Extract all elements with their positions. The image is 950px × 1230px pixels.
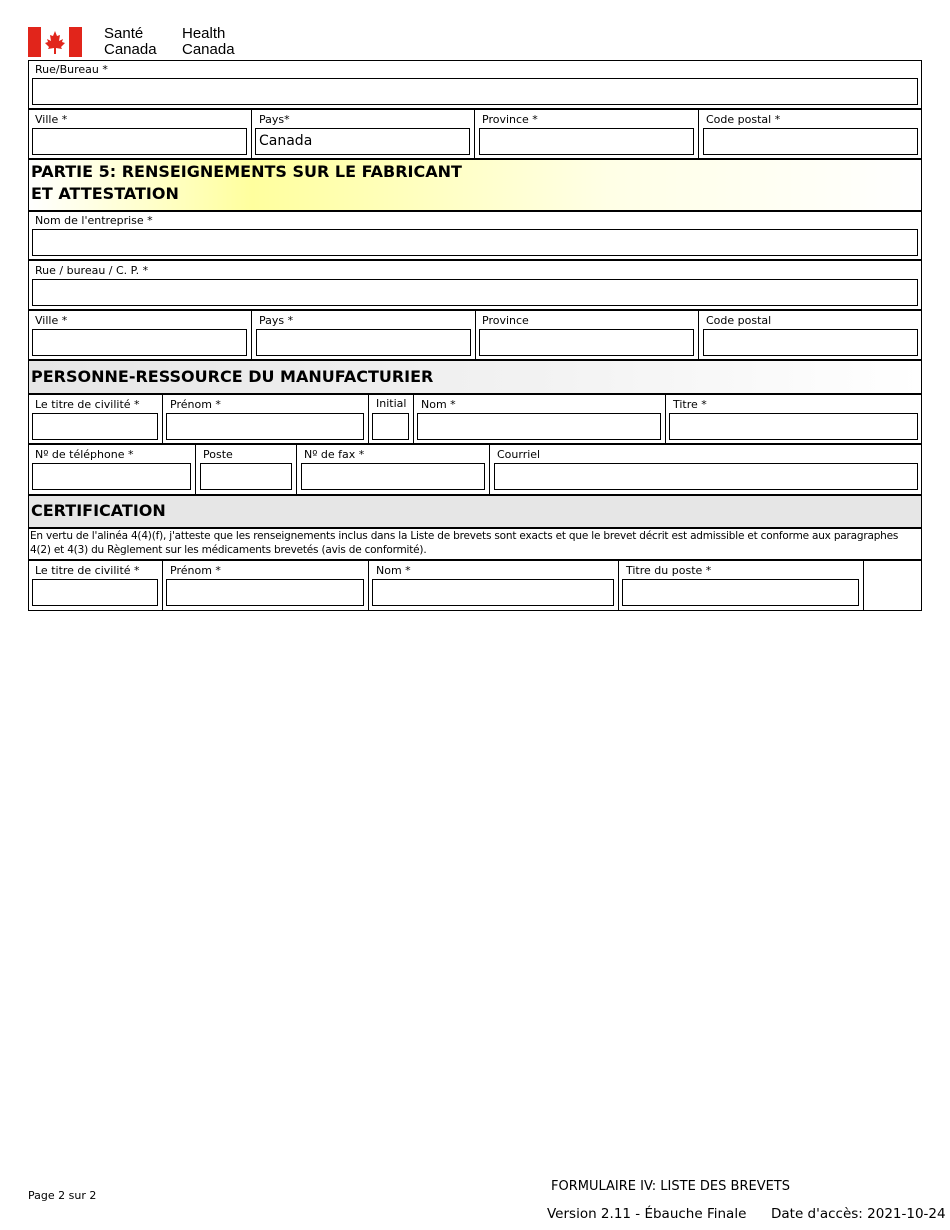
cert-lastname-label: Nom *	[376, 564, 411, 577]
canada-flag-icon	[28, 27, 82, 57]
form-version: Version 2.11 - Ébauche Finale	[547, 1206, 747, 1222]
cert-civility-input[interactable]	[32, 579, 158, 606]
mfr-city-input[interactable]	[32, 329, 247, 356]
mfr-city-label: Ville *	[35, 314, 68, 327]
access-date: Date d'accès: 2021-10-24	[771, 1206, 946, 1222]
certification-text: En vertu de l'alinéa 4(4)(f), j'atteste que les renseignements inclus dans la Liste de brevets sont exacts et que le brevet décrit est admissible et conforme aux paragraphes 4(2) et 4(3) du Règlement sur les médicaments brevetés (avis de conformité).	[30, 530, 899, 556]
contact-firstname-label: Prénom *	[170, 398, 221, 411]
phone-label: Nº de téléphone *	[35, 448, 134, 461]
contact-civility-label: Le titre de civilité *	[35, 398, 140, 411]
logo-en-line2: Canada	[182, 41, 235, 58]
fax-label: Nº de fax *	[304, 448, 365, 461]
company-label: Nom de l'entreprise *	[35, 214, 153, 227]
contact-initial-input[interactable]	[372, 413, 409, 440]
email-label: Courriel	[497, 448, 541, 461]
company-input[interactable]	[32, 229, 918, 256]
country-field[interactable]: Canada	[255, 128, 470, 155]
phone-input[interactable]	[32, 463, 191, 490]
mfr-street-label: Rue / bureau / C. P. *	[35, 264, 149, 277]
page-number: Page 2 sur 2	[28, 1189, 97, 1202]
cert-position-label: Titre du poste *	[626, 564, 712, 577]
country-label: Pays*	[259, 113, 290, 126]
postal-input[interactable]	[703, 128, 918, 155]
mfr-province-input[interactable]	[479, 329, 694, 356]
logo-en-line1: Health	[182, 25, 226, 42]
contact-lastname-input[interactable]	[417, 413, 661, 440]
certification-title: CERTIFICATION	[31, 501, 166, 520]
postal-label: Code postal *	[706, 113, 781, 126]
mfr-street-input[interactable]	[32, 279, 918, 306]
contact-civility-input[interactable]	[32, 413, 158, 440]
cert-civility-label: Le titre de civilité *	[35, 564, 140, 577]
mfr-country-input[interactable]	[256, 329, 471, 356]
logo-fr-line2: Canada	[104, 41, 157, 58]
mfr-province-label: Province	[482, 314, 529, 327]
mfr-country-label: Pays *	[259, 314, 294, 327]
province-label: Province *	[482, 113, 538, 126]
mfr-postal-input[interactable]	[703, 329, 918, 356]
street-label: Rue/Bureau *	[35, 63, 108, 76]
province-input[interactable]	[479, 128, 694, 155]
street-input[interactable]	[32, 78, 918, 105]
city-input[interactable]	[32, 128, 247, 155]
contact-title-input[interactable]	[669, 413, 918, 440]
contact-title: PERSONNE-RESSOURCE DU MANUFACTURIER	[31, 367, 434, 386]
contact-firstname-input[interactable]	[166, 413, 364, 440]
form-title: FORMULAIRE IV: LISTE DES BREVETS	[551, 1179, 790, 1194]
health-canada-logo	[28, 26, 248, 58]
contact-title-label: Titre *	[673, 398, 707, 411]
cert-lastname-input[interactable]	[372, 579, 614, 606]
contact-lastname-label: Nom *	[421, 398, 456, 411]
contact-initial-label: Initial	[376, 397, 407, 410]
email-input[interactable]	[494, 463, 918, 490]
part5-title: PARTIE 5: RENSEIGNEMENTS SUR LE FABRICANT ET ATTESTATION	[31, 162, 462, 203]
mfr-postal-label: Code postal	[706, 314, 772, 327]
cert-position-input[interactable]	[622, 579, 859, 606]
cert-firstname-label: Prénom *	[170, 564, 221, 577]
city-label: Ville *	[35, 113, 68, 126]
cert-firstname-input[interactable]	[166, 579, 364, 606]
logo-fr-line1: Santé	[104, 25, 144, 42]
ext-label: Poste	[203, 448, 233, 461]
ext-input[interactable]	[200, 463, 292, 490]
fax-input[interactable]	[301, 463, 485, 490]
